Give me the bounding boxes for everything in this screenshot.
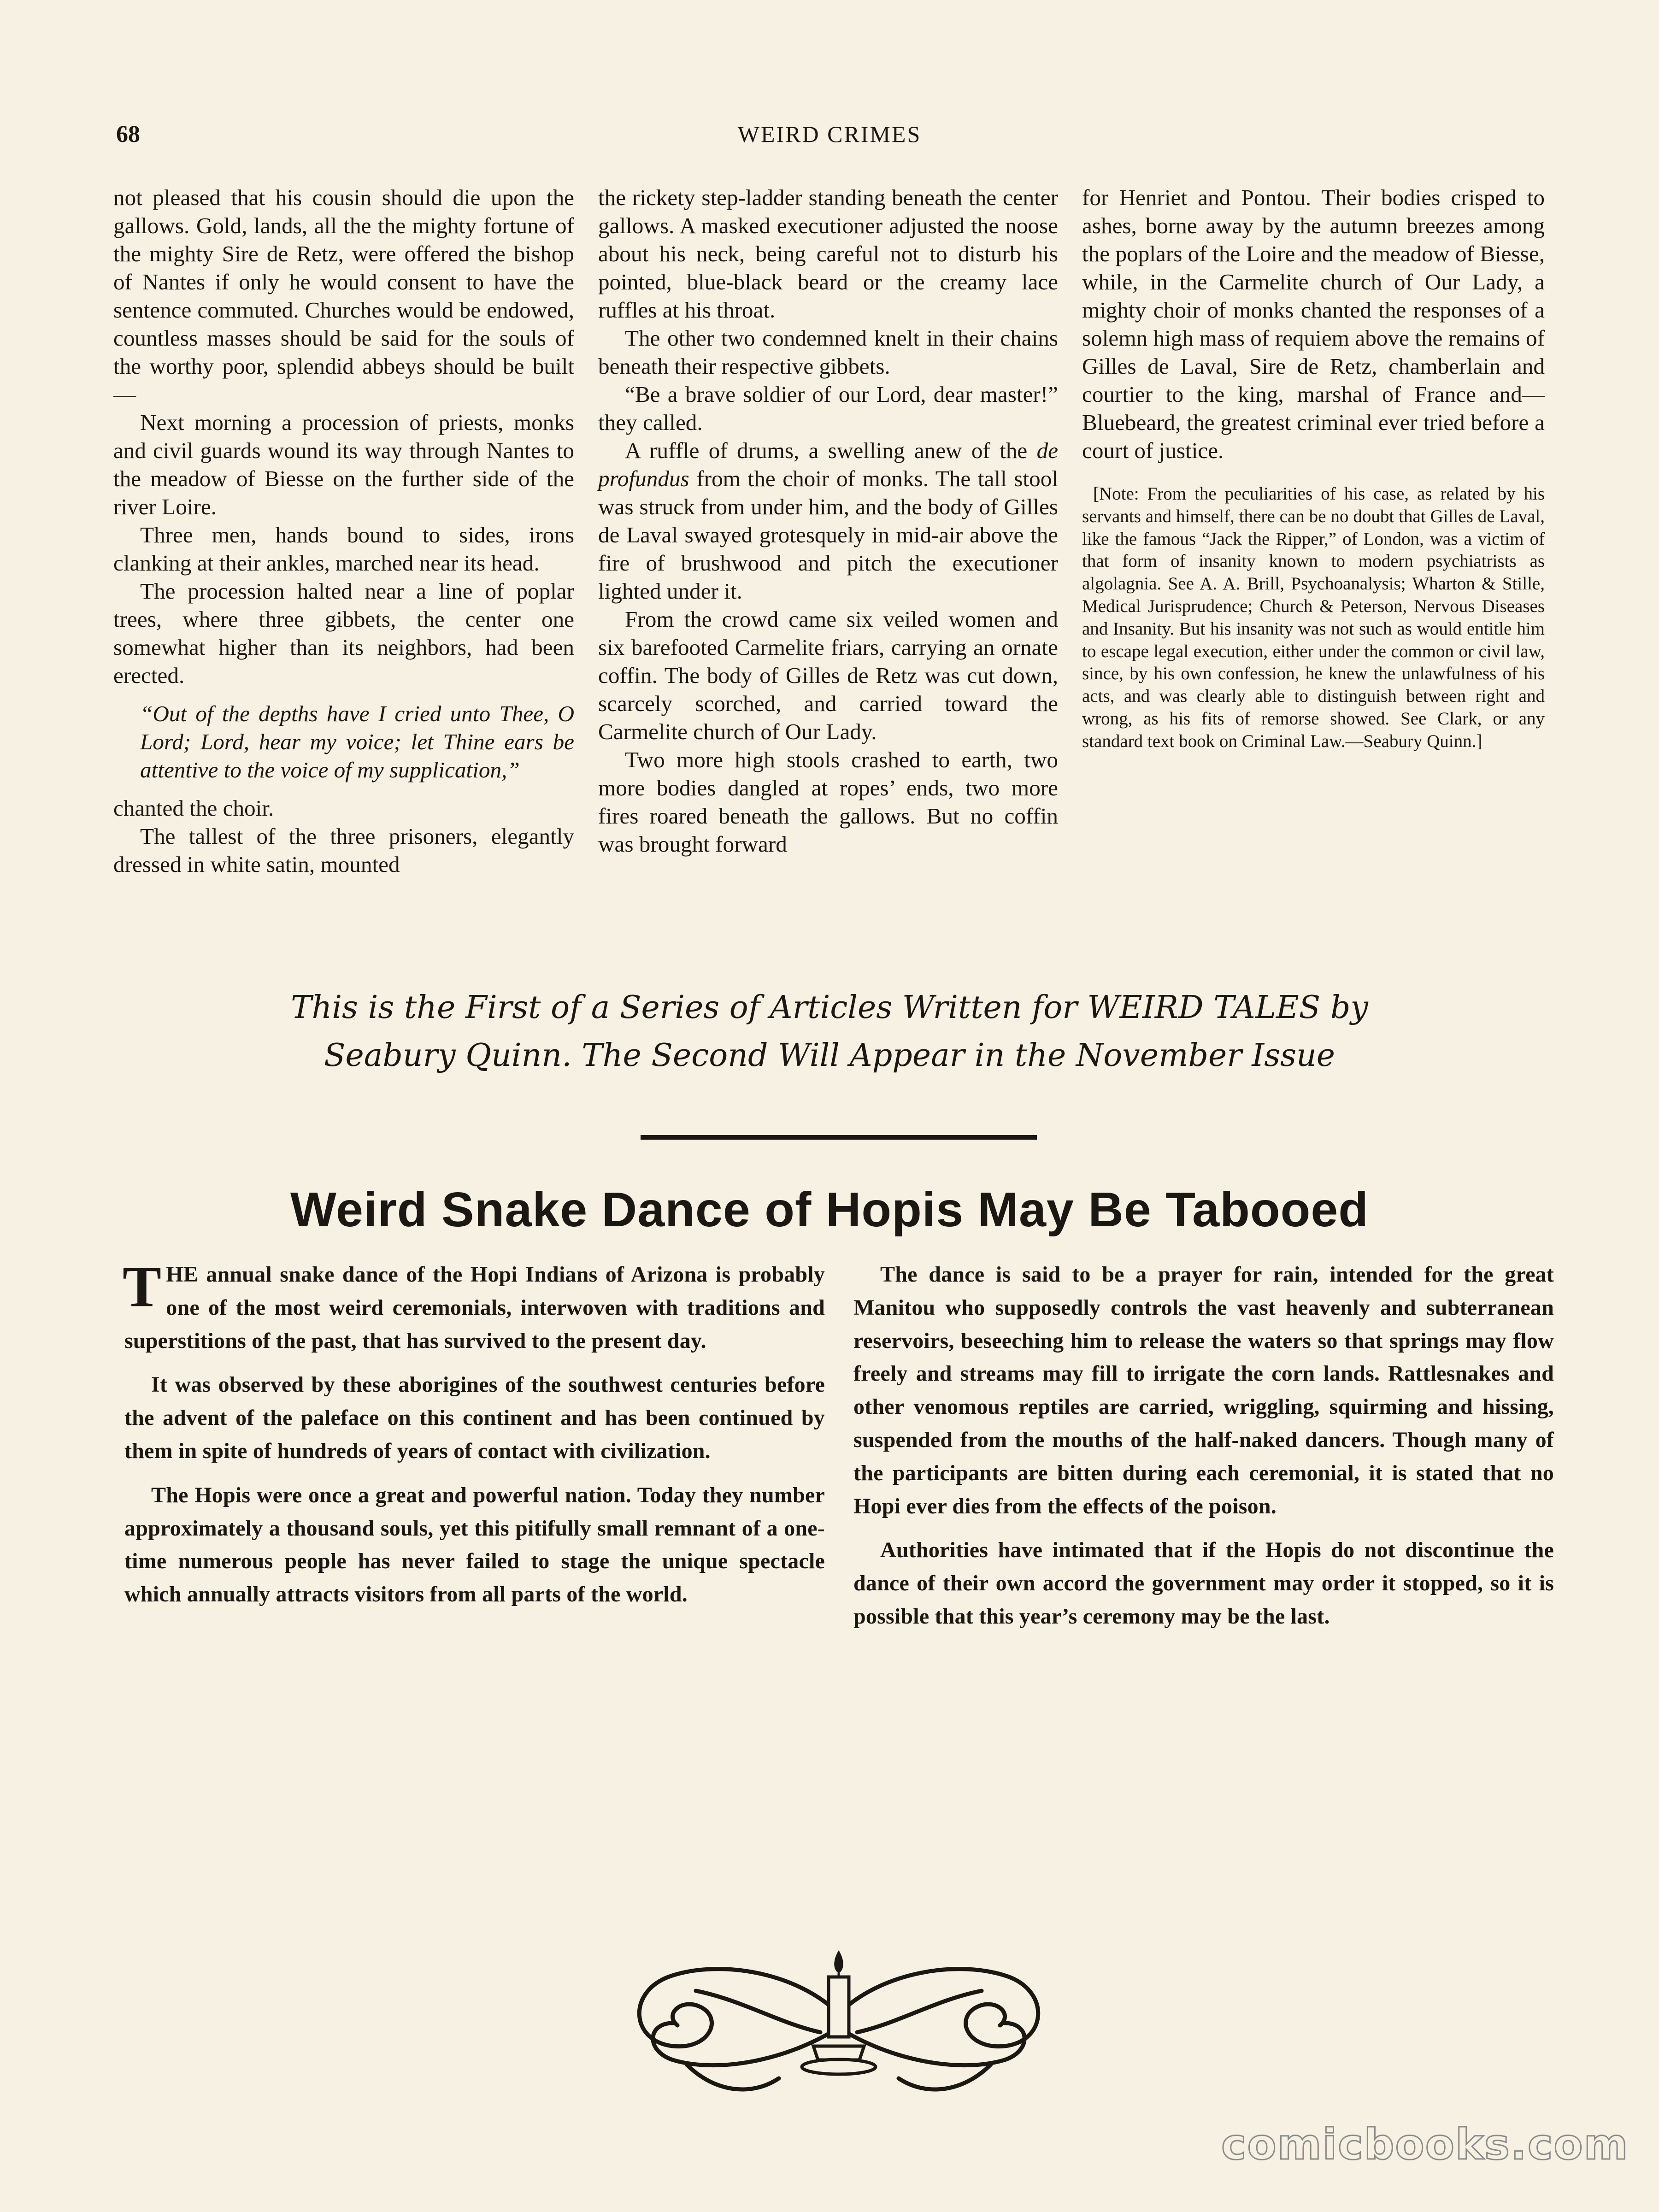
article2-column-2 [853, 1258, 1554, 1644]
text-run: HE annual snake dance of the Hopi Indians of Arizona is probably one of the most weird ceremonials, interwoven with traditions and superstitions of the past, that has survived to the present day. [124, 1262, 825, 1353]
series-banner [92, 984, 1567, 1080]
paragraph: Next morning a procession of priests, monks and civil guards wound its way through Nantes to the meadow of Biesse on the further side of the river Loire. [113, 410, 574, 519]
paragraph: “Be a brave soldier of our Lord, dear master!” they called. [598, 382, 1058, 435]
paragraph: The Hopis were once a great and powerful nation. Today they number approximately a thousand souls, yet this pitifully small remnant of a one-time numerous people has never failed to stage the unique spectacle which annually attracts visitors from all parts of the world. [124, 1483, 825, 1607]
banner-line: This is the First of a Series of Articles Written for WEIRD TALES by [291, 989, 1368, 1026]
paragraph: The dance is said to be a prayer for rain, intended for the great Manitou who supposedly controls the vast heavenly and subterranean reservoirs, beseeching him to release the waters so that springs may flow freely and streams may fill to irrigate the corn lands. Rattlesnakes and other venomous reptiles are carried, wriggling, squirming and hissing, suspended from the mouths of the half-naked dancers. Though many of the participants are bitten during each ceremonial, it is stated that no Hopi ever dies from the effects of the poison. [853, 1262, 1554, 1518]
article2-column-1 [123, 1255, 825, 1622]
article1-column-2 [598, 183, 1058, 858]
paragraph: The procession halted near a line of poplar trees, where three gibbets, the center one somewhat higher than its neighbors, had been erected. [113, 578, 574, 688]
choir-quote: “Out of the depths have I cried unto Thee, O Lord; Lord, hear my voice; let Thine ears be attentive to the voice of my supplication,” [140, 701, 574, 782]
banner-line: Seabury Quinn. The Second Will Appear in the November Issue [324, 1037, 1335, 1074]
paragraph: the rickety step-ladder standing beneath the center gallows. A masked executioner adjusted the noose about his neck, being careful not to disturb his pointed, blue-black beard or the creamy lace ruffles at his throat. [598, 185, 1058, 323]
paragraph: The tallest of the three prisoners, elegantly dressed in white satin, mounted [113, 824, 574, 877]
paragraph: for Henriet and Pontou. Their bodies crisped to ashes, borne away by the autumn breezes among the poplars of the Loire and the meadow of Biesse, while, in the Carmelite church of Our Lady, a mighty choir of monks chanted the responses of a solemn high mass of requiem above the remains of Gilles de Laval, Sire de Retz, chamberlain and courtier to the king, marshal of France and—Bluebeard, the greatest criminal ever tried before a court of justice. [1082, 185, 1545, 463]
paragraph [598, 436, 1058, 605]
paragraph: Two more high stools crashed to earth, two more bodies dangled at ropes’ ends, two more fires roared beneath the gallows. But no coffin was brought forward [598, 747, 1058, 857]
candle-scroll-ornament-icon [604, 1908, 1074, 2120]
section-divider [641, 1135, 1037, 1140]
watermark: comicbooks.com [1221, 2120, 1629, 2169]
paragraph: From the crowd came six veiled women and six barefooted Carmelite friars, carrying an ornate coffin. The body of Gilles de Retz was cut down, scarcely scorched, and carried toward the Carmelite church of Our Lady. [598, 606, 1058, 744]
paragraph: chanted the choir. [113, 795, 274, 821]
article1-column-1 [113, 183, 574, 878]
text-run: A ruffle of drums, a swelling anew of the [625, 438, 1037, 463]
running-title: WEIRD CRIMES [737, 121, 922, 147]
paragraph: It was observed by these aborigines of the southwest centuries before the advent of the paleface on this continent and has been continued by them in spite of hundreds of years of contact with civilization. [124, 1372, 825, 1463]
paragraph: The other two condemned knelt in their chains beneath their respective gibbets. [598, 325, 1058, 379]
text-run: from the choir of monks. The tall stool was struck from under him, and the body of Gilles de Laval swayed grotesquely in mid-air above the fire of brushwood and pitch the executioner lighted under it. [598, 466, 1058, 604]
drop-cap: T [123, 1255, 162, 1319]
article-title: Weird Snake Dance of Hopis May Be Tabooed [290, 1182, 1369, 1237]
paragraph [123, 1255, 825, 1357]
paragraph: Three men, hands bound to sides, irons clanking at their ankles, marched near its head. [113, 522, 574, 576]
latin-phrase: de profundus [598, 438, 1058, 491]
article1-column-3 [1082, 183, 1545, 753]
page-number: 68 [116, 121, 140, 147]
editor-note: [Note: From the peculiarities of his case, as related by his servants and himself, there can be no doubt that Gilles de Laval, like the famous “Jack the Ripper,” of London, was a victim of that form of insanity known to modern psychiatrists as algolagnia. See A. A. Brill, Psychoanalysis; Wharton & Stille, Medical Jurisprudence; Church & Peterson, Nervous Diseases and Insanity. But his insanity was not such as would entitle him to escape legal execution, either under the common or civil law, since, by his own confession, he knew the unlawfulness of his acts, and was clearly able to distinguish between right and wrong, as his fits of remorse showed. See Clark, or any standard text book on Criminal Law.—Seabury Quinn.] [1082, 484, 1545, 751]
paragraph: Authorities have intimated that if the Hopis do not discontinue the dance of their own accord the government may order it stopped, so it is possible that this year’s ceremony may be the last. [853, 1538, 1554, 1629]
paragraph: not pleased that his cousin should die upon the gallows. Gold, lands, all the the mighty fortune of the mighty Sire de Retz, were offered the bishop of Nantes if only he would consent to have the sentence commuted. Churches would be endowed, countless masses should be said for the souls of the worthy poor, splendid abbeys should be built— [113, 185, 574, 407]
